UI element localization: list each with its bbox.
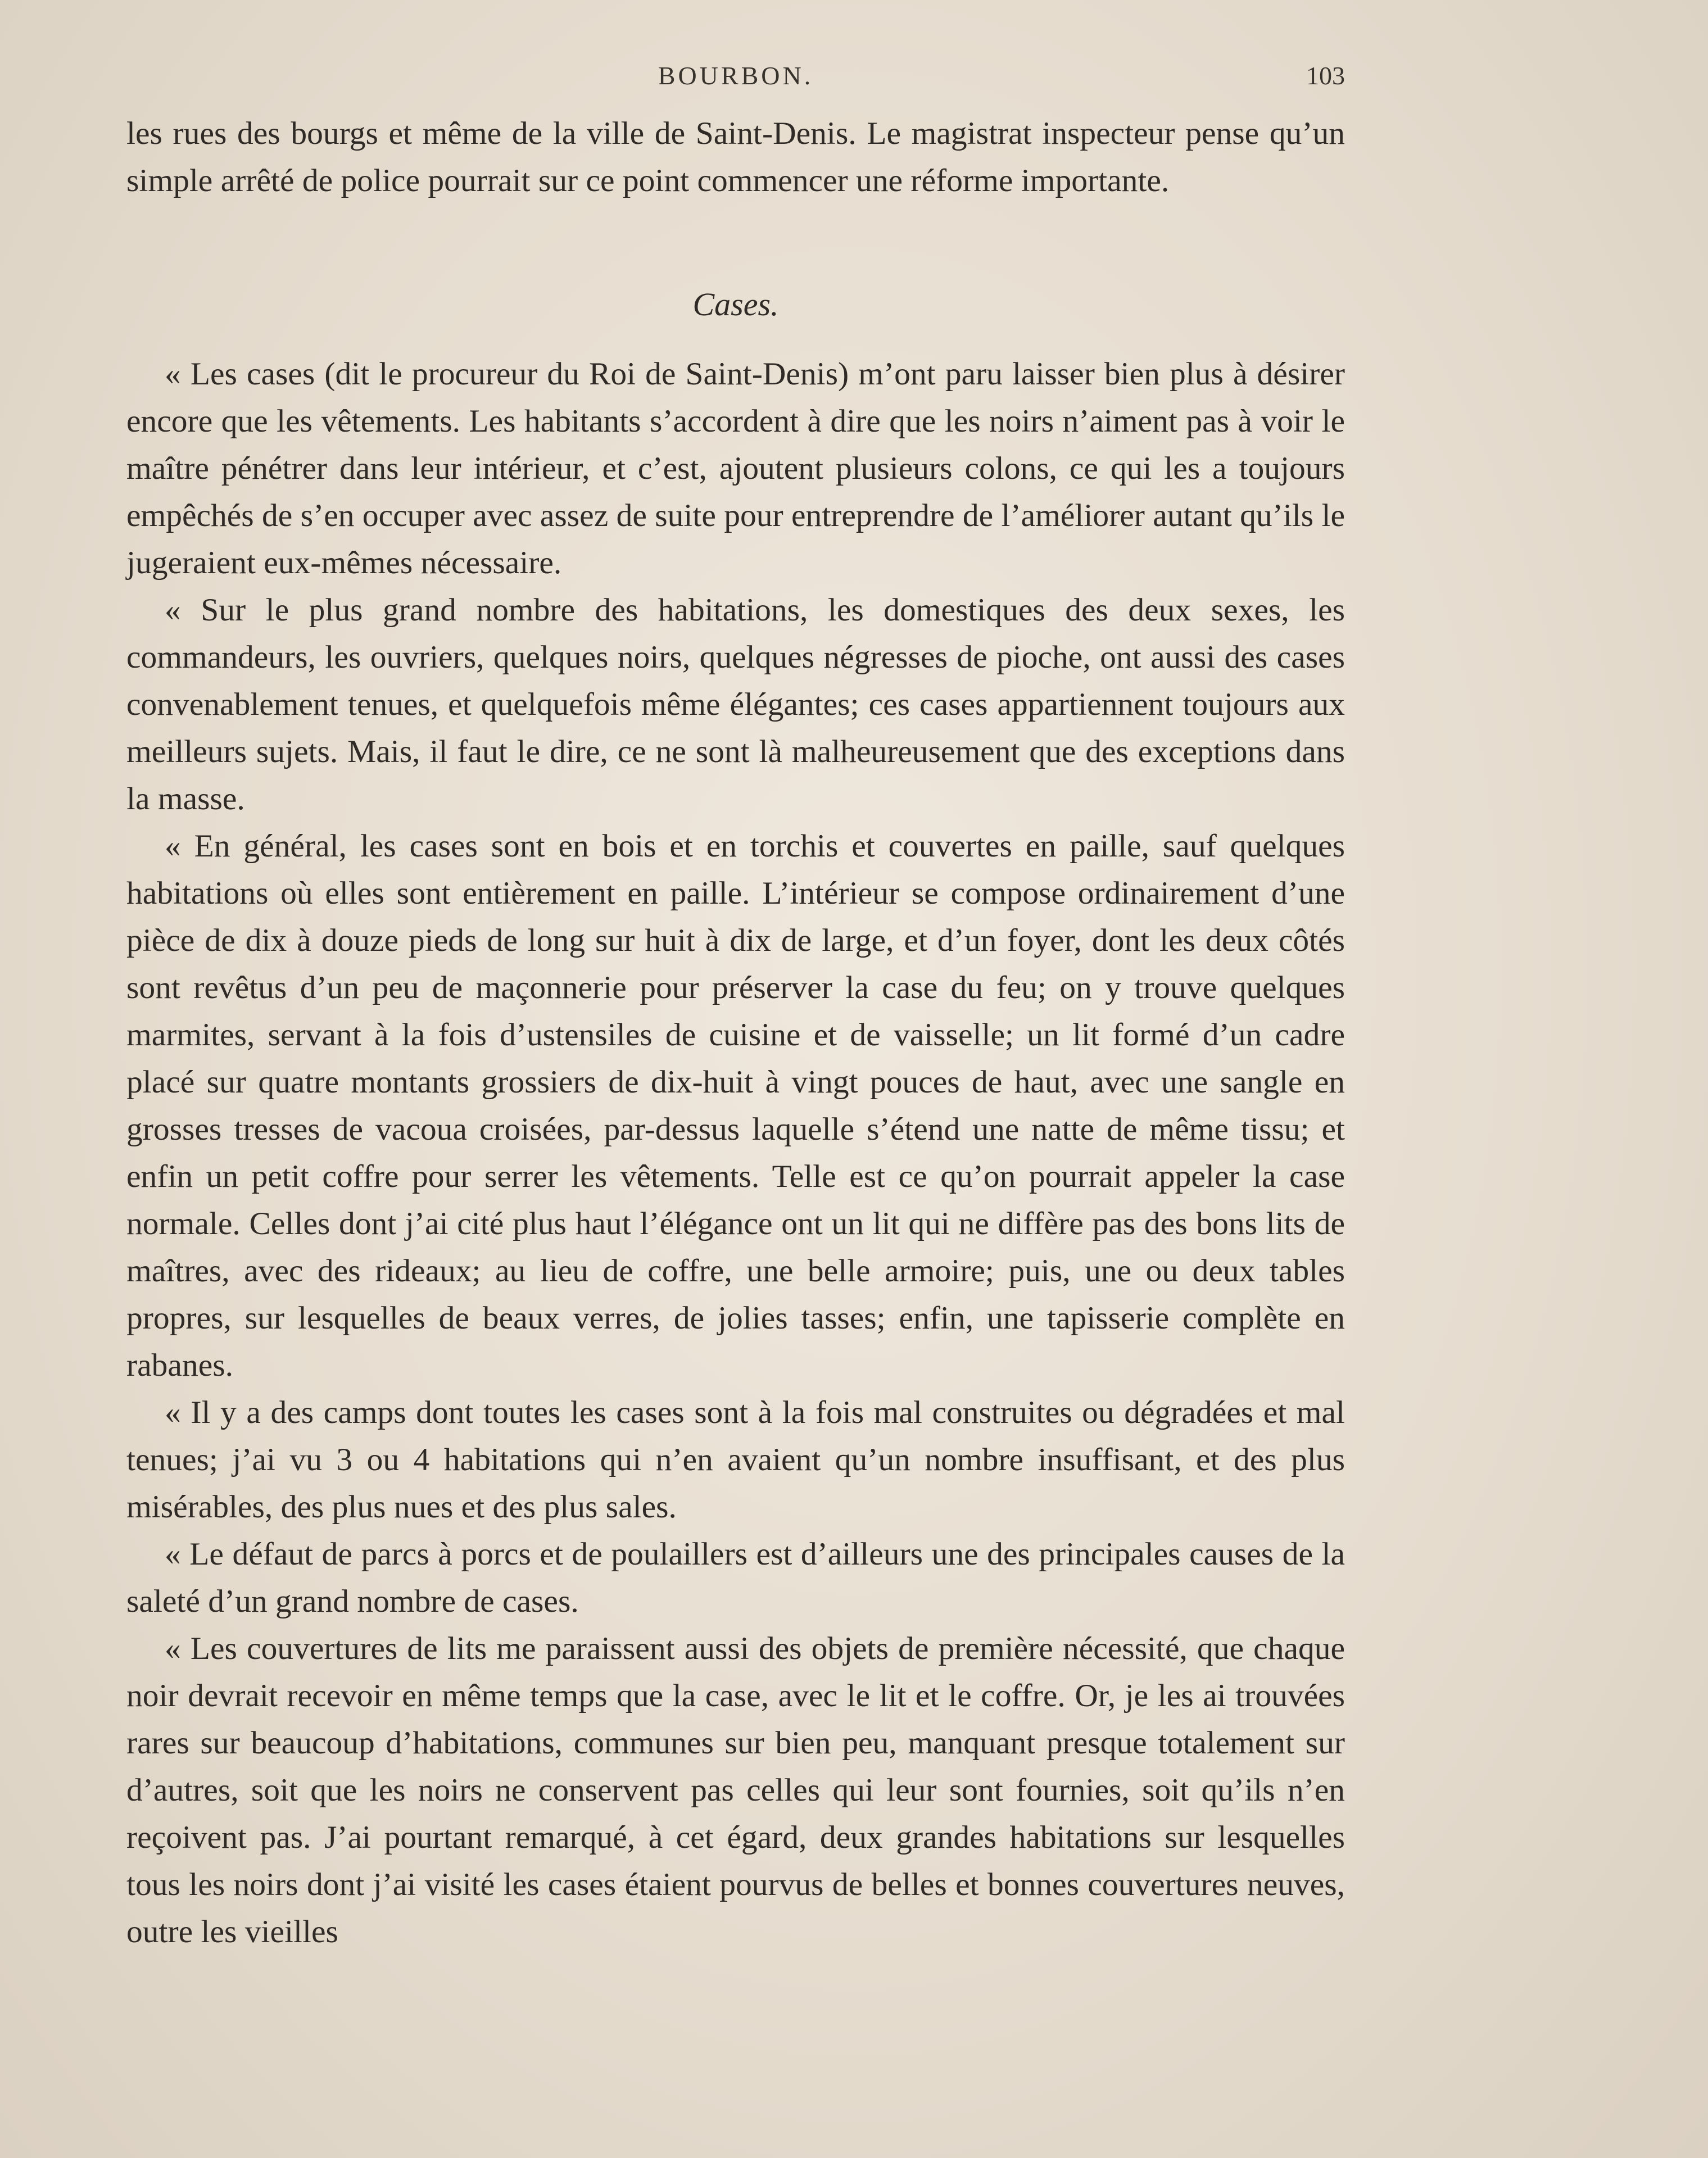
paragraph-3: « En général, les cases sont en bois et en torchis et couvertes en paille, sauf quelques habitations où elles sont entièrement en paille. L’intérieur se compose ordinairement d’une pièce de dix à douze pieds de long sur huit à dix de large, et d’un foyer, dont les deux côtés sont revêtus d’un peu de maçonnerie pour préserver la case du feu; on y trouve quelques marmites, servant à la fois d’ustensiles de cuisine et de vaisselle; un lit formé d’un cadre placé sur quatre montants grossiers de dix-huit à vingt pouces de haut, avec une sangle en grosses tresses de vacoua croisées, par-dessus laquelle s’étend une natte de même tissu; et enfin un petit coffre pour serrer les vêtements. Telle est ce qu’on pourrait appeler la case normale. Celles dont j’ai cité plus haut l’élégance ont un lit qui ne diffère pas des bons lits de maîtres, avec des rideaux; au lieu de coffre, une belle armoire; puis, une ou deux tables propres, sur lesquelles de beaux verres, de jolies tasses; enfin, une tapisserie complète en rabanes. (126, 828, 1345, 1383)
paragraph-1: « Les cases (dit le procureur du Roi de Saint-Denis) m’ont paru laisser bien plus à désirer encore que les vêtements. Les habitants s’accordent à dire que les noirs n’aiment pas à voir le maître pénétrer dans leur intérieur, et c’est, ajoutent plusieurs colons, ce qui les a toujours empêchés de s’en occuper avec assez de suite pour entreprendre de l’améliorer autant qu’ils le jugeraient eux-mêmes nécessaire. (126, 356, 1345, 581)
paragraph-4: « Il y a des camps dont toutes les cases sont à la fois mal construites ou dégradées et mal tenues; j’ai vu 3 ou 4 habitations qui n’en avaient qu’un nombre insuffisant, et des plus misérables, des plus nues et des plus sales. (126, 1395, 1345, 1525)
body-text (126, 351, 1345, 1956)
running-title: BOURBON. (658, 61, 814, 90)
continuation-paragraph (126, 110, 1345, 205)
page-header (126, 61, 1345, 100)
continuation-text: les rues des bourgs et même de la ville de Saint-Denis. Le magistrat inspecteur pense qu’un simple arrêté de police pourrait sur ce point commencer une réforme importante. (126, 116, 1345, 198)
paragraph-2: « Sur le plus grand nombre des habitations, les domestiques des deux sexes, les commandeurs, les ouvriers, quelques noirs, quelques négresses de pioche, ont aussi des cases convenablement tenues, et quelquefois même élégantes; ces cases appartiennent toujours aux meilleurs sujets. Mais, il faut le dire, ce ne sont là malheureusement que des exceptions dans la masse. (126, 592, 1345, 817)
paragraph-5: « Le défaut de parcs à porcs et de poulaillers est d’ailleurs une des principales causes de la saleté d’un grand nombre de cases. (126, 1536, 1345, 1619)
section-heading: Cases. (692, 286, 779, 323)
page-number: 103 (1306, 61, 1345, 90)
paragraph-6: « Les couvertures de lits me paraissent aussi des objets de première nécessité, que chaque noir devrait recevoir en même temps que la case, avec le lit et le coffre. Or, je les ai trouvées rares sur beaucoup d’habitations, communes sur bien peu, manquant presque totalement sur d’autres, soit que les noirs ne conservent pas celles qui leur sont fournies, soit qu’ils n’en reçoivent pas. J’ai pourtant remarqué, à cet égard, deux grandes habitations sur lesquelles tous les noirs dont j’ai visité les cases étaient pourvus de belles et bonnes couvertures neuves, outre les vieilles (126, 1631, 1345, 1950)
